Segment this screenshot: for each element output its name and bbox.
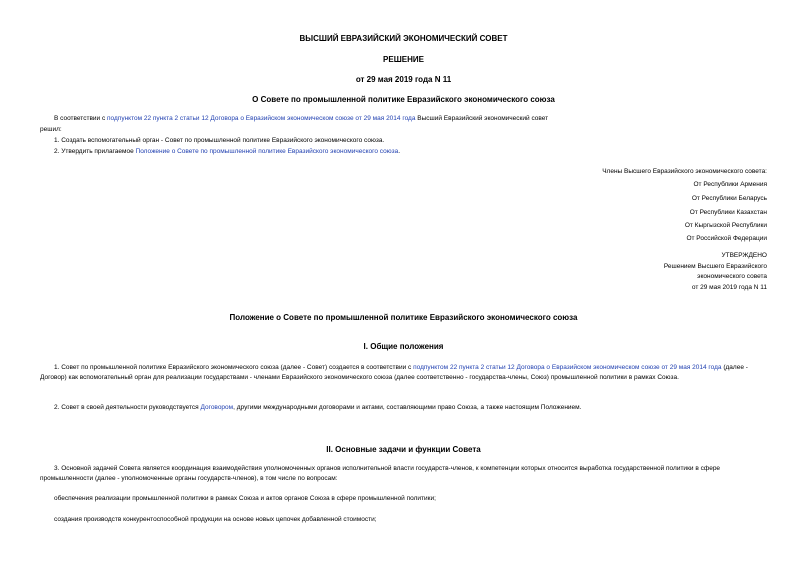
approved-line-1: УТВЕРЖДЕНО (721, 252, 767, 259)
section-2-heading: II. Основные задачи и функции Совета (326, 445, 481, 454)
regulation-link[interactable]: Положение о Совете по промышленной политике Евразийского экономического союза (135, 148, 399, 155)
section-2-paragraph-3: 3. Основной задачей Совета является координация взаимодействия уполномоченных органов исполнительной власти государств-членов, к компетенции которых относится выработка государственной политики в сфере промышленности (далее - уполномоченные органы государств-членов), в том числе по вопросам: (40, 465, 721, 482)
doc-date: от 29 мая 2019 года N 11 (355, 75, 452, 84)
preamble-item-2: 2. Утвердить прилагаемое Положение о Совете по промышленной политике Евразийского экономического союза. (54, 148, 400, 155)
section-1-heading: I. Общие положения (363, 342, 444, 351)
member-russia: От Российской Федерации (686, 235, 767, 242)
section-1-paragraph-2: 2. Совет в своей деятельности руководствуется Договором, другими международными договорами и актами, составляющими право Союза, а также настоящим Положением. (54, 404, 582, 411)
member-kyrgyzstan: От Кыргызской Республики (684, 222, 767, 229)
member-belarus: От Республики Беларусь (691, 195, 767, 202)
preamble-paragraph: В соответствии с подпунктом 22 пункта 2 статьи 12 Договора о Евразийском экономическом союзе от 29 мая 2014 года Высший Евразийский экономический совет (54, 115, 549, 122)
approved-stamp (664, 251, 767, 293)
member-kazakhstan: От Республики Казахстан (689, 209, 767, 216)
approved-line-2: Решением Высшего Евразийского (663, 262, 767, 270)
approved-line-4: от 29 мая 2019 года N 11 (691, 283, 767, 291)
treaty-link-3[interactable]: Договором (200, 404, 234, 411)
treaty-link-2[interactable]: подпунктом 22 пункта 2 статьи 12 Договора о Евразийском экономическом союзе от 29 мая 2014 года (413, 364, 722, 371)
doc-type-heading: РЕШЕНИЕ (383, 55, 424, 64)
resolved-label: решил: (40, 126, 62, 133)
section-1-paragraph-1: 1. Совет по промышленной политике Евразийского экономического союза (далее - Совет) создается в соответствии с подпунктом 22 пункта 2 статьи 12 Договора о Евразийском экономическом союзе от 29 мая 2014 года (далее - Договор) как вспомогательный орган для реализации государствами - членами Евразийского экономического союза (далее соответственно - государства-члены, Союз) промышленной политики в рамках Союза. (40, 364, 748, 381)
regulation-title: Положение о Совете по промышленной политике Евразийского экономического союза (229, 313, 578, 322)
treaty-link[interactable]: подпунктом 22 пункта 2 статьи 12 Договора о Евразийском экономическом союзе от 29 мая 2014 года (107, 115, 416, 122)
section-2-bullet-2: создания производств конкурентоспособной продукции на основе новых цепочек добавленной стоимости; (54, 516, 377, 523)
preamble-item-1: 1. Создать вспомогательный орган - Совет по промышленной политике Евразийского экономического союза. (54, 137, 385, 144)
approved-line-3: экономического совета (697, 273, 767, 280)
doc-title: О Совете по промышленной политике Евразийского экономического союза (252, 95, 555, 104)
section-2-bullet-1: обеспечения реализации промышленной политики в рамках Союза и актов органов Союза в сфере промышленной политики; (54, 495, 436, 502)
members-title: Члены Высшего Евразийского экономического совета: (602, 168, 767, 175)
council-heading: ВЫСШИЙ ЕВРАЗИЙСКИЙ ЭКОНОМИЧЕСКИЙ СОВЕТ (299, 34, 508, 43)
member-armenia: От Республики Армения (693, 181, 767, 188)
